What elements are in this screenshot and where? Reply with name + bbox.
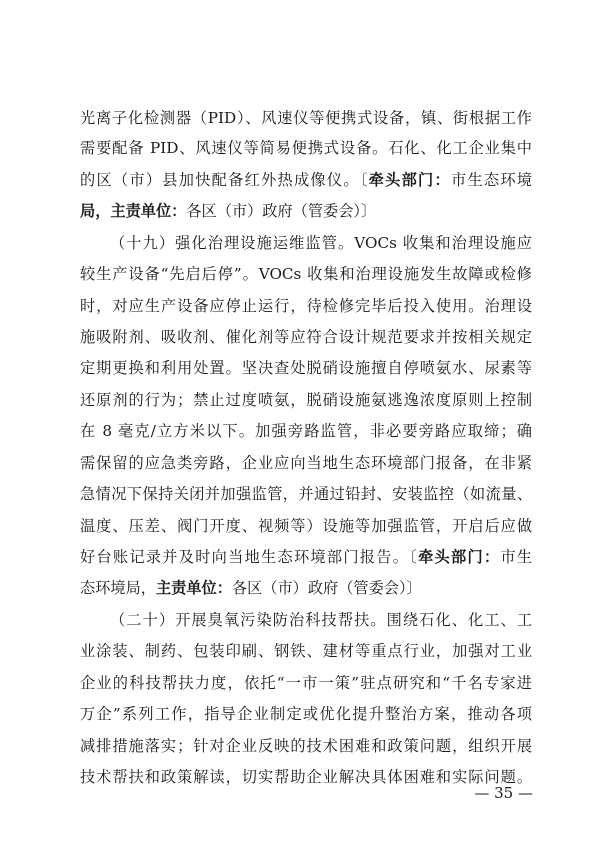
text-line: 技术帮扶和政策解读，切实帮助企业解决具体困难和实际问题。 [80, 768, 532, 786]
text-line: 需保留的应急类旁路，企业应向当地生态环境部门报备，在非紧 [80, 454, 532, 472]
text-line: 光离子化检测器（PID）、风速仪等便携式设备，镇、街根据工作 [80, 109, 532, 127]
text-line: 业涂装、制药、包装印刷、钢铁、建材等重点行业，加强对工业 [80, 642, 532, 660]
text-run: 各区（市）政府（管委会）〕 [231, 579, 422, 597]
text-line: 减排措施落实；针对企业反映的技术困难和政策问题，组织开展 [80, 737, 532, 755]
page-number: — 35 — [474, 784, 533, 802]
text-run: 市生态环境 [450, 171, 533, 189]
text-run: 好台账记录并及时向当地生态环境部门报告。〔 [80, 548, 419, 566]
text-line: 还原剂的行为；禁止过度喷氨，脱硝设施氨逃逸浓度原则上控制 [80, 391, 532, 409]
text-line: 需要配备 PID、风速仪等简易便携式设备。石化、化工企业集中 [80, 139, 532, 157]
text-line: 企业的科技帮扶力度，依托“一市一策”驻点研究和“千名专家进 [80, 674, 532, 692]
text-line: 时，对应生产设备应停止运行，待检修完毕后投入使用。治理设 [80, 297, 532, 315]
text-line: 急情况下保持关闭并加强监管，并通过铅封、安装监控（如流量、 [80, 485, 532, 503]
text-line [80, 577, 422, 599]
text-line: 万企”系列工作，指导企业制定或优化提升整治方案，推动各项 [80, 705, 532, 723]
text-run: 态环境局， [80, 579, 156, 597]
text-line: 温度、压差、阀门开度、视频等）设施等加强监管，开启后应做 [80, 517, 532, 535]
text-line: 施吸附剂、吸收剂、催化剂等应符合设计规范要求并按相关规定 [80, 328, 532, 346]
responsible-unit-label: 主责单位： [155, 579, 232, 597]
text-line [80, 546, 532, 568]
text-run: 各区（市）政府（管委会）〕 [186, 202, 377, 220]
text-line: 在 8 毫克/立方米以下。加强旁路监管，非必要旁路应取缔；确 [80, 422, 532, 440]
lead-department-label: 牵头部门： [368, 171, 451, 189]
responsible-unit-label: 局，主责单位： [80, 202, 187, 220]
text-line [80, 169, 532, 191]
text-run: 市生 [500, 548, 533, 566]
paragraph-20-start: （二十）开展臭氧污染防治科技帮扶。围绕石化、化工、工 [110, 611, 532, 629]
text-run: 的区（市）县加快配备红外热成像仪。〔 [80, 171, 369, 189]
text-line: 较生产设备“先启后停”。VOCs 收集和治理设施发生故障或检修 [80, 265, 532, 283]
paragraph-19-start: （十九）强化治理设施运维监管。VOCs 收集和治理设施应 [110, 234, 532, 252]
text-line [80, 200, 376, 222]
lead-department-label: 牵头部门： [418, 548, 501, 566]
text-line: 定期更换和利用处置。坚决查处脱硝设施擅自停喷氨水、尿素等 [80, 359, 532, 377]
